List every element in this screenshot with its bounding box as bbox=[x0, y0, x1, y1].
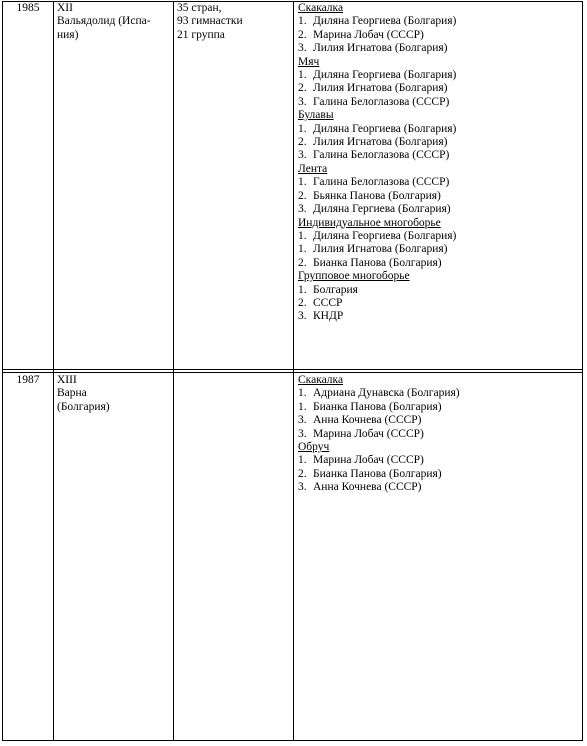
event-heading: Индивидуальное многоборье bbox=[298, 216, 441, 229]
place-line bbox=[298, 176, 456, 189]
place-line bbox=[298, 29, 456, 42]
event-heading: Скакалка bbox=[298, 2, 344, 14]
event-heading: Булавы bbox=[298, 109, 334, 122]
place-number: 3. bbox=[298, 427, 307, 440]
place-name: Лилия Игнатова (Болгария) bbox=[313, 136, 448, 149]
place-name: Анна Кочнева (СССР) bbox=[313, 481, 422, 494]
place-number: 1. bbox=[298, 283, 307, 296]
venue-line: Варна bbox=[57, 387, 87, 400]
place-number: 1. bbox=[298, 15, 307, 28]
place-line bbox=[298, 149, 456, 162]
edition-text: XIII bbox=[57, 374, 77, 386]
place-name: Марина Лобач (СССР) bbox=[313, 454, 424, 467]
place-line bbox=[298, 401, 460, 414]
event-heading: Обруч bbox=[298, 441, 330, 454]
place-line bbox=[298, 96, 456, 109]
event-heading: Групповое многоборье bbox=[298, 270, 410, 283]
place-name: Болгария bbox=[313, 283, 358, 296]
place-number: 2. bbox=[298, 136, 307, 149]
place-line bbox=[298, 243, 456, 256]
place-line bbox=[298, 190, 456, 203]
place-line bbox=[298, 297, 456, 310]
edition-text: XII bbox=[57, 2, 73, 14]
participants-line: 21 группа bbox=[177, 28, 225, 41]
place-number: 2. bbox=[298, 296, 307, 309]
place-name: Галина Белоглазова (СССР) bbox=[313, 95, 450, 108]
year-cell bbox=[3, 2, 53, 15]
row-divider bbox=[2, 369, 582, 370]
place-name: Бианка Панова (Болгария) bbox=[313, 400, 442, 413]
place-name: Диляна Георгиева (Болгария) bbox=[313, 229, 457, 242]
event-heading: Мяч bbox=[298, 55, 320, 68]
place-name: Галина Белоглазова (СССР) bbox=[313, 176, 450, 189]
event-heading: Скакалка bbox=[298, 374, 344, 386]
place-name: КНДР bbox=[313, 310, 344, 323]
place-name: Лилия Игнатова (Болгария) bbox=[313, 82, 448, 95]
place-number: 1. bbox=[298, 122, 307, 135]
participants-cell bbox=[177, 2, 243, 42]
results-cell bbox=[298, 374, 460, 495]
column-divider bbox=[173, 1, 174, 741]
place-number: 3. bbox=[298, 414, 307, 427]
place-number: 1. bbox=[298, 176, 307, 189]
place-line bbox=[298, 481, 460, 494]
place-number: 2. bbox=[298, 256, 307, 269]
place-line bbox=[298, 42, 456, 55]
column-divider bbox=[53, 1, 54, 741]
place-number: 1. bbox=[298, 69, 307, 82]
event-heading: Лента bbox=[298, 162, 328, 175]
place-number: 3. bbox=[298, 42, 307, 55]
edition-venue-cell bbox=[57, 2, 151, 42]
place-line bbox=[298, 136, 456, 149]
place-name: Анна Кочнева (СССР) bbox=[313, 414, 422, 427]
place-name: Марина Лобач (СССР) bbox=[313, 427, 424, 440]
participants-line: 93 гимнастки bbox=[177, 15, 243, 28]
place-line bbox=[298, 387, 460, 400]
year-cell bbox=[3, 374, 53, 387]
place-number: 2. bbox=[298, 467, 307, 480]
row-divider bbox=[2, 372, 582, 373]
table-border-bottom bbox=[2, 740, 582, 741]
place-line bbox=[298, 468, 460, 481]
edition-venue-cell bbox=[57, 374, 110, 414]
place-line bbox=[298, 123, 456, 136]
place-name: СССР bbox=[313, 296, 343, 309]
place-name: Диляна Георгиева (Болгария) bbox=[313, 69, 457, 82]
place-line bbox=[298, 15, 456, 28]
place-name: Диляна Георгиева (Болгария) bbox=[313, 15, 457, 28]
place-name: Диляна Георгиева (Болгария) bbox=[313, 122, 457, 135]
place-name: Лилия Игнатова (Болгария) bbox=[313, 243, 448, 256]
place-line bbox=[298, 69, 456, 82]
place-number: 3. bbox=[298, 95, 307, 108]
place-line bbox=[298, 310, 456, 323]
place-line bbox=[298, 284, 456, 297]
venue-line: Вальядолид (Испа- bbox=[57, 15, 151, 28]
place-number: 2. bbox=[298, 82, 307, 95]
table-border-right bbox=[582, 1, 583, 741]
place-name: Галина Белоглазова (СССР) bbox=[313, 149, 450, 162]
place-number: 3. bbox=[298, 481, 307, 494]
results-cell bbox=[298, 2, 456, 324]
participants-line: 35 стран, bbox=[177, 2, 222, 14]
place-name: Бианка Панова (Болгария) bbox=[313, 467, 442, 480]
place-line bbox=[298, 230, 456, 243]
place-name: Адриана Дунавска (Болгария) bbox=[313, 387, 460, 400]
place-number: 3. bbox=[298, 310, 307, 323]
place-number: 1. bbox=[298, 229, 307, 242]
place-number: 1. bbox=[298, 243, 307, 256]
place-name: Бьянка Панова (Болгария) bbox=[313, 189, 441, 202]
venue-line: ния) bbox=[57, 28, 79, 41]
place-number: 3. bbox=[298, 203, 307, 216]
place-line bbox=[298, 428, 460, 441]
place-line bbox=[298, 203, 456, 216]
place-name: Лилия Игнатова (Болгария) bbox=[313, 42, 448, 55]
place-number: 2. bbox=[298, 189, 307, 202]
place-name: Бианка Панова (Болгария) bbox=[313, 256, 442, 269]
venue-line: (Болгария) bbox=[57, 400, 110, 413]
column-divider bbox=[293, 1, 294, 741]
place-number: 1. bbox=[298, 387, 307, 400]
place-line bbox=[298, 257, 456, 270]
table-border-left bbox=[2, 1, 3, 741]
place-line bbox=[298, 454, 460, 467]
place-number: 2. bbox=[298, 28, 307, 41]
place-line bbox=[298, 82, 456, 95]
place-number: 1. bbox=[298, 454, 307, 467]
place-number: 1. bbox=[298, 400, 307, 413]
year-text: 1985 bbox=[16, 2, 40, 14]
place-number: 3. bbox=[298, 149, 307, 162]
place-name: Марина Лобач (СССР) bbox=[313, 28, 424, 41]
year-text: 1987 bbox=[16, 374, 40, 386]
place-line bbox=[298, 414, 460, 427]
place-name: Диляна Гергиева (Болгария) bbox=[313, 203, 451, 216]
